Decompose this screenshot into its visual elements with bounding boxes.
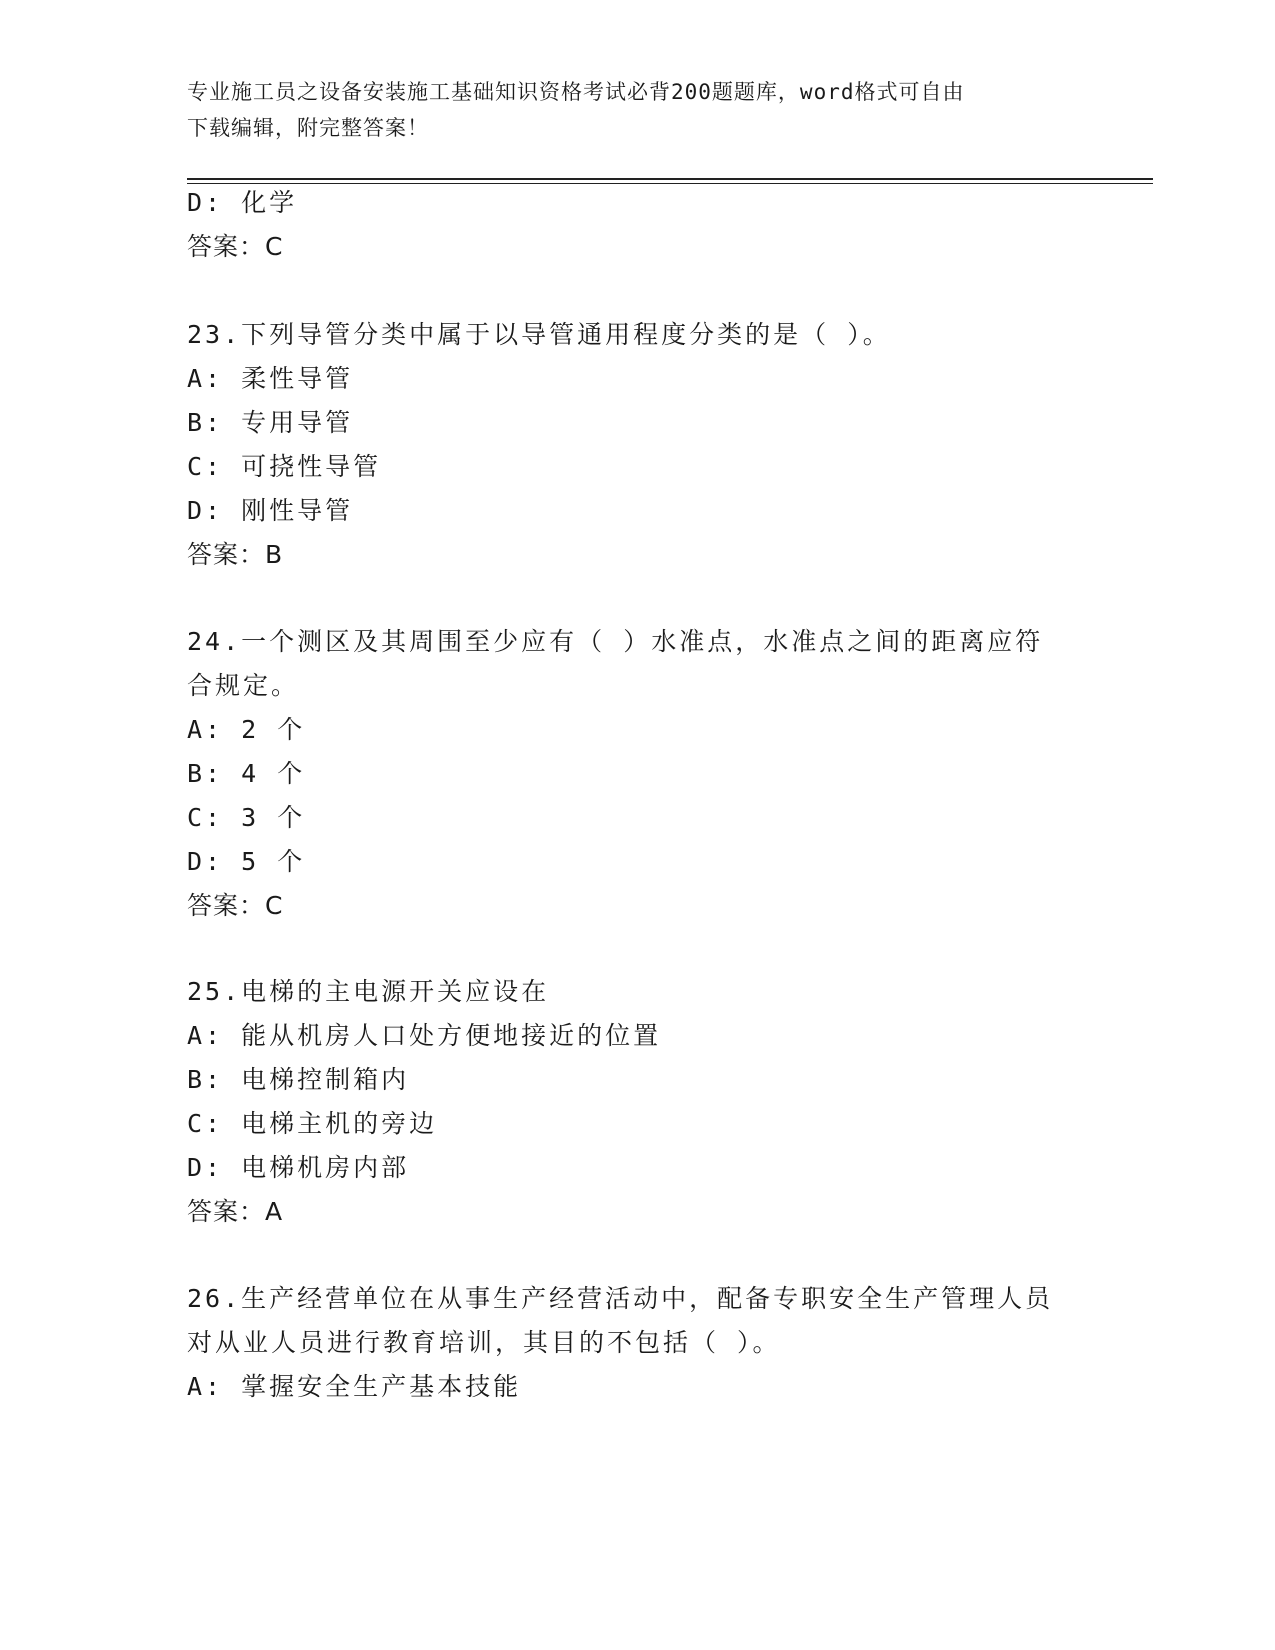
question-24-option-d: D: 5 个 [187,847,306,876]
question-25-option-a: A: 能从机房人口处方便地接近的位置 [187,1021,662,1050]
question-24-option-b: B: 4 个 [187,759,306,788]
question-22-option-d: D: 化学 [187,188,298,217]
header-divider-thick [187,178,1153,180]
question-25-option-b: B: 电梯控制箱内 [187,1065,410,1094]
question-23-option-c: C: 可挠性导管 [187,452,382,481]
question-24-answer: 答案：C [187,891,284,920]
question-23-answer: 答案：B [187,540,284,569]
question-25-option-c: C: 电梯主机的旁边 [187,1109,438,1138]
question-23-stem: 23.下列导管分类中属于以导管通用程度分类的是（ ）。 [187,320,891,349]
question-22-answer: 答案：C [187,232,284,261]
question-24-stem-line-1: 24.一个测区及其周围至少应有（ ）水准点，水准点之间的距离应符 [187,627,1044,656]
question-24-stem-line-2: 合规定。 [187,671,300,700]
question-26-stem-line-1: 26.生产经营单位在从事生产经营活动中，配备专职安全生产管理人员 [187,1284,1054,1313]
header-divider-thin [187,183,1153,184]
question-26-option-a: A: 掌握安全生产基本技能 [187,1372,522,1401]
question-25-stem: 25.电梯的主电源开关应设在 [187,977,550,1006]
question-26-stem-line-2: 对从业人员进行教育培训，其目的不包括（ ）。 [187,1328,781,1357]
question-23-option-d: D: 刚性导管 [187,496,354,525]
question-23-option-a: A: 柔性导管 [187,364,354,393]
question-24-option-c: C: 3 个 [187,803,306,832]
question-24-option-a: A: 2 个 [187,715,306,744]
question-23-option-b: B: 专用导管 [187,408,354,437]
question-25-option-d: D: 电梯机房内部 [187,1153,410,1182]
document-header [187,74,1087,146]
question-25-answer: 答案：A [187,1197,284,1226]
header-title-line-1: 专业施工员之设备安装施工基础知识资格考试必背200题题库，word格式可自由 [187,80,965,104]
header-title-line-2: 下载编辑，附完整答案！ [187,116,429,140]
